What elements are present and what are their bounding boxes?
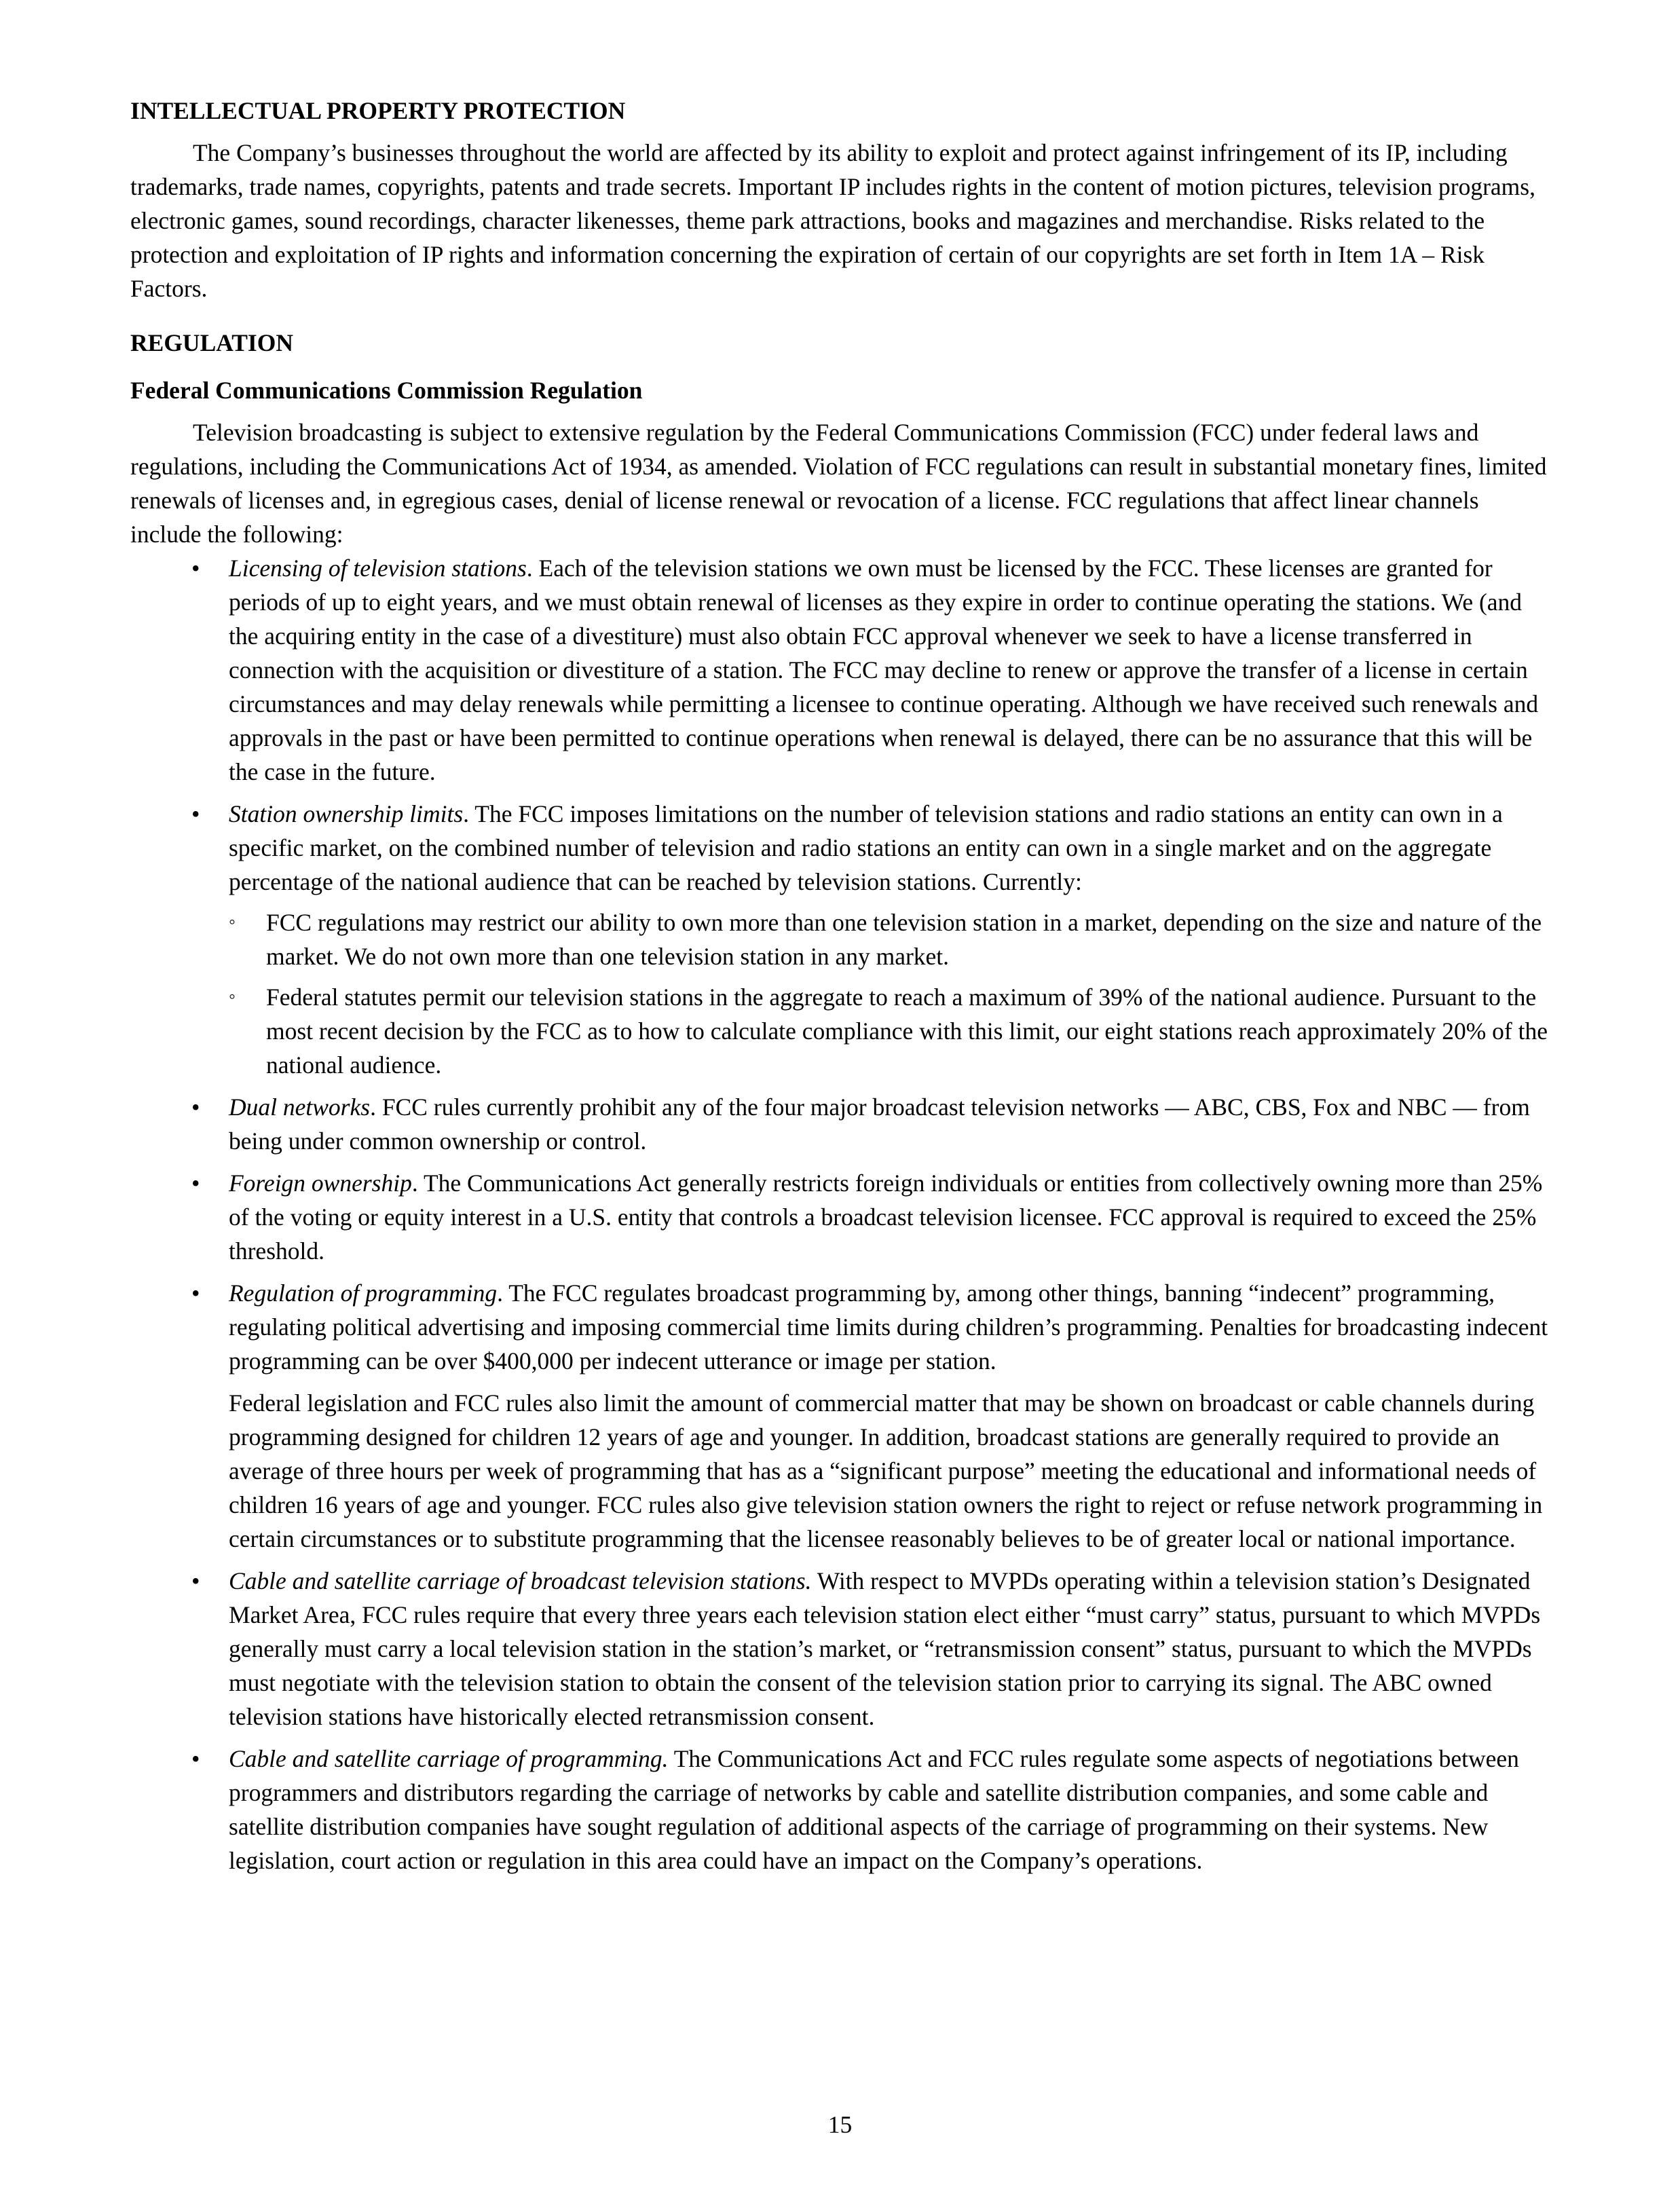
- list-item-follow-paragraph: Federal legislation and FCC rules also limit the amount of commercial matter that may be shown on broadcast or cable channels during programming designed for children 12 years of age and younger. In addition, broadcast stations are generally required to provide an average of three hours per week of programming that has as a “significant purpose” meeting the educational and informational needs of children 16 years of age and younger. FCC rules also give television station owners the right to reject or refuse network programming in certain circumstances or to substitute programming that the licensee reasonably believes to be of greater local or national importance.: [229, 1389, 1543, 1552]
- list-item-title: Cable and satellite carriage of programming.: [229, 1745, 669, 1772]
- ip-paragraph: The Company’s businesses throughout the world are affected by its ability to exploit and protect against infringement of its IP, including trademarks, trade names, copyrights, patents and trade secrets. Important IP includes rights in the content of motion pictures, television programs, electronic games, sound recordings, character likenesses, theme park attractions, books and magazines and merchandise. Risks related to the protection and exploitation of IP rights and information concerning the expiration of certain of our copyrights are set forth in Item 1A – Risk Factors.: [130, 139, 1535, 302]
- list-item-text: . The FCC imposes limitations on the number of television stations and radio stations an entity can own in a specific market, on the combined number of television and radio stations an entity can own in a single market and on the aggregate percentage of the national audience that can be reached by television stations. Currently:: [229, 800, 1503, 895]
- list-item-programming-carriage: [130, 1742, 1553, 1877]
- list-item-text: . The Communications Act generally restricts foreign individuals or entities from collectively owning more than 25% of the voting or equity interest in a U.S. entity that controls a broadcast television licensee. FCC approval is required to exceed the 25% threshold.: [229, 1170, 1543, 1265]
- list-item-title: Regulation of programming: [229, 1279, 498, 1307]
- list-item-dual-networks: [130, 1090, 1553, 1158]
- bullet-icon: •: [191, 1567, 200, 1594]
- list-item-text: . FCC rules currently prohibit any of the four major broadcast television networks — ABC, CBS, Fox and NBC — from being under common ownership or control.: [229, 1093, 1530, 1155]
- list-item-title: Station ownership limits: [229, 800, 464, 827]
- list-item-text: With respect to MVPDs operating within a television station’s Designated Market Area, FCC rules require that every three years each television station elect either “must carry” status, pursuant to which MVPDs generally must carry a local television station in the station’s market, or “retransmission consent” status, pursuant to which the MVPDs must negotiate with the television station to obtain the consent of the television station prior to carrying its signal. The ABC owned television stations have historically elected retransmission consent.: [229, 1567, 1541, 1730]
- sub-bullet-icon: ◦: [229, 986, 236, 1007]
- section-heading-ip: INTELLECTUAL PROPERTY PROTECTION: [130, 97, 626, 124]
- bullet-icon: •: [191, 800, 200, 827]
- list-item-licensing: [130, 551, 1553, 789]
- section-heading-regulation: REGULATION: [130, 329, 293, 356]
- sub-list-item-text: Federal statutes permit our television stations in the aggregate to reach a maximum of 39% of the national audience. Pursuant to the most recent decision by the FCC as to how to calculate compliance with this limit, our eight stations reach approximately 20% of the national audience.: [266, 984, 1548, 1079]
- sub-list-item: [229, 905, 1553, 973]
- sub-list-item: [229, 980, 1553, 1082]
- list-item-text: . Each of the television stations we own must be licensed by the FCC. These licenses are granted for periods of up to eight years, and we must obtain renewal of licenses as they expire in order to continue operating the stations. We (and the acquiring entity in the case of a divestiture) must also obtain FCC approval whenever we seek to have a license transferred in connection with the acquisition or divestiture of a station. The FCC may decline to renew or approve the transfer of a license in certain circumstances and may delay renewals while permitting a licensee to continue operating. Although we have received such renewals and approvals in the past or have been permitted to continue operations when renewal is delayed, there can be no assurance that this will be the case in the future.: [229, 555, 1539, 785]
- list-item-title: Dual networks: [229, 1093, 371, 1121]
- list-item-foreign-ownership: [130, 1166, 1553, 1268]
- document-page: [130, 94, 1553, 1886]
- fcc-regulation-list: [130, 551, 1553, 1877]
- bullet-icon: •: [191, 555, 200, 582]
- page-number: 15: [827, 2111, 853, 2138]
- fcc-intro-paragraph: Television broadcasting is subject to extensive regulation by the Federal Communications Commission (FCC) under federal laws and regulations, including the Communications Act of 1934, as amended. Violation of FCC regulations can result in substantial monetary fines, limited renewals of licenses and, in egregious cases, denial of license renewal or revocation of a license. FCC regulations that affect linear channels include the following:: [130, 419, 1547, 548]
- list-item-programming-regulation: [130, 1276, 1553, 1556]
- bullet-icon: •: [191, 1745, 200, 1772]
- bullet-icon: •: [191, 1170, 200, 1197]
- bullet-icon: •: [191, 1279, 200, 1307]
- ownership-sublist: [229, 905, 1553, 1082]
- subheading-fcc-regulation: Federal Communications Commission Regulation: [130, 377, 643, 404]
- list-item-title: Foreign ownership: [229, 1170, 412, 1197]
- list-item-station-ownership: [130, 797, 1553, 1082]
- list-item-title: Licensing of television stations: [229, 555, 527, 582]
- bullet-icon: •: [191, 1093, 200, 1121]
- list-item-text: The Communications Act and FCC rules regulate some aspects of negotiations between programmers and distributors regarding the carriage of networks by cable and satellite distribution companies, and some cable and satellite distribution companies have sought regulation of additional aspects of the carriage of programming on their systems. New legislation, court action or regulation in this area could have an impact on the Company’s operations.: [229, 1745, 1519, 1874]
- sub-list-item-text: FCC regulations may restrict our ability to own more than one television station in a market, depending on the size and nature of the market. We do not own more than one television station in any market.: [266, 909, 1542, 970]
- list-item-title: Cable and satellite carriage of broadcast television stations.: [229, 1567, 812, 1594]
- list-item-broadcast-carriage: [130, 1564, 1553, 1734]
- sub-bullet-icon: ◦: [229, 912, 236, 933]
- list-item-text: . The FCC regulates broadcast programming by, among other things, banning “indecent” programming, regulating political advertising and imposing commercial time limits during children’s programming. Penalties for broadcasting indecent programming can be over $400,000 per indecent utterance or image per station.: [229, 1279, 1548, 1374]
